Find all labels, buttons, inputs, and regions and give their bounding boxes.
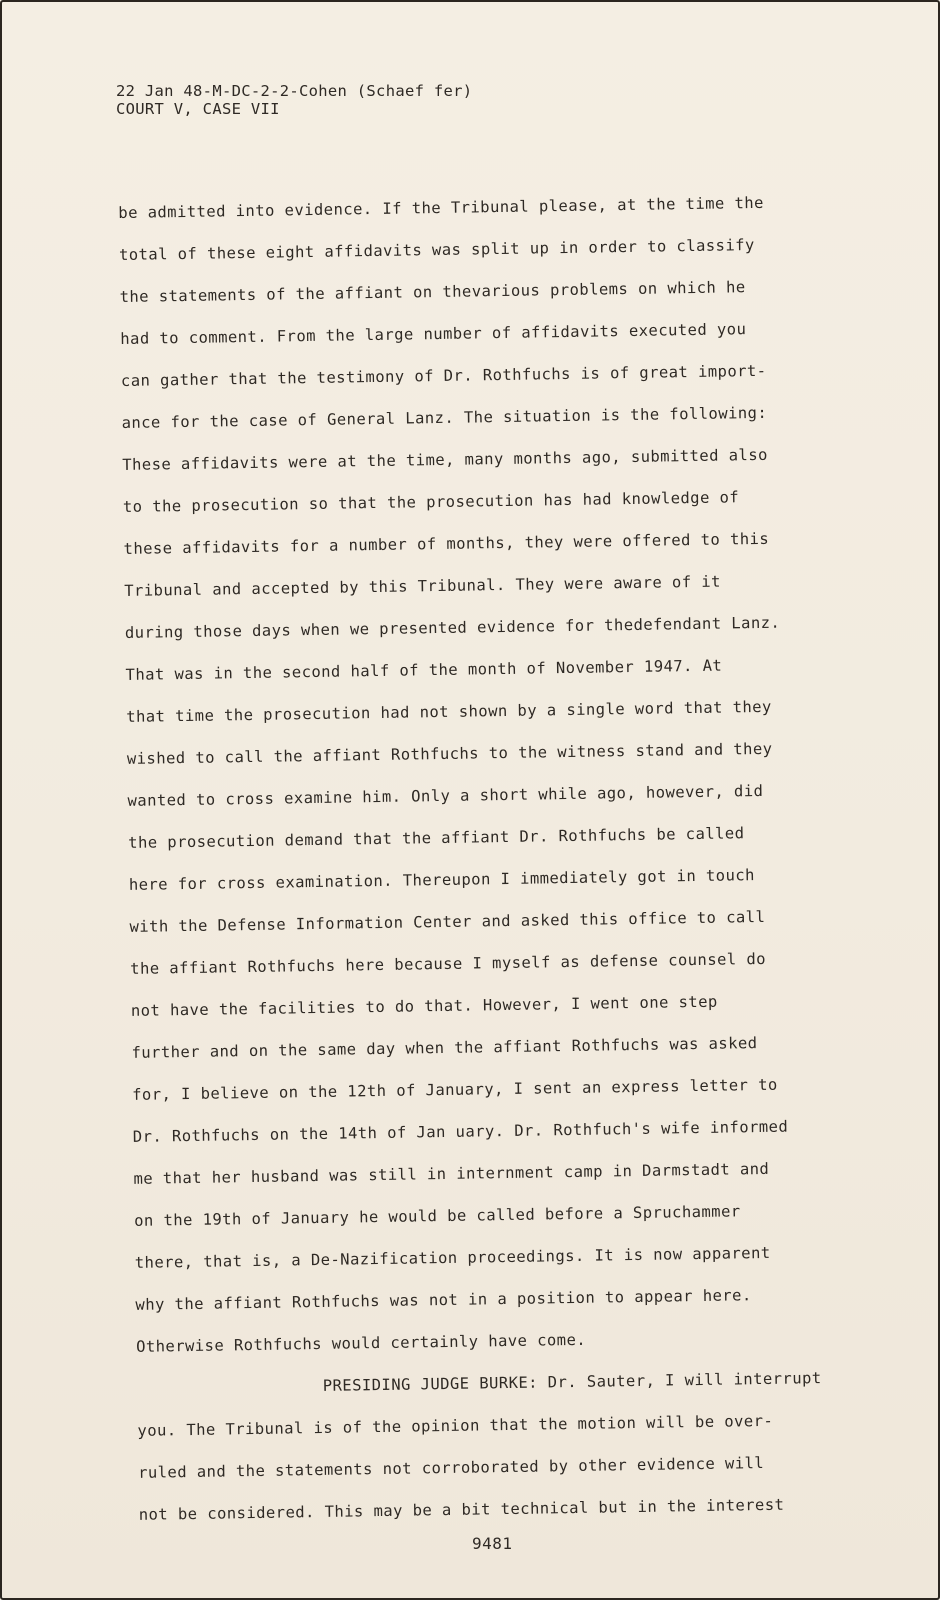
body-line: can gather that the testimony of Dr. Rothfuchs is of great import-: [120, 361, 767, 390]
body-line: That was in the second half of the month of November 1947. At: [125, 656, 723, 684]
body-line: total of these eight affidavits was split up in order to classify: [118, 236, 755, 264]
body-line: to the prosecution so that the prosecution has had knowledge of: [122, 488, 740, 516]
body-line: further and on the same day when the affiant Rothfuchs was asked: [131, 1034, 758, 1062]
body-line: Dr. Rothfuchs on the 14th of Jan uary. Dr. Rothfuch's wife informed: [132, 1117, 789, 1146]
body-line: Tribunal and accepted by this Tribunal. They were aware of it: [124, 572, 722, 600]
header-line-2: COURT V, CASE VII: [116, 100, 280, 118]
body-line: Otherwise Rothfuchs would certainly have come.: [136, 1330, 587, 1356]
body-line: the affiant Rothfuchs here because I myself as defense counsel do: [130, 949, 767, 978]
body-line: the statements of the affiant on thevarious problems on which he: [119, 278, 746, 306]
speaker-line: PRESIDING JUDGE BURKE: Dr. Sauter, I will interrupt: [322, 1369, 822, 1395]
body-line: these affidavits for a number of months, they were offered to this: [123, 529, 770, 558]
page-number: 9481: [472, 1534, 513, 1553]
document-header: [116, 82, 472, 118]
body-line: wanted to cross examine him. Only a short while ago, however, did: [127, 781, 764, 810]
body-line: ruled and the statements not corroborated by other evidence will: [137, 1454, 765, 1482]
body-line: not have the facilities to do that. However, I went one step: [130, 992, 718, 1020]
body-line: with the Defense Information Center and asked this office to call: [129, 907, 766, 936]
body-line: that time the prosecution had not shown by a single word that they: [126, 697, 772, 726]
body-line: These affidavits were at the time, many months ago, submitted also: [122, 445, 768, 474]
body-line: had to comment. From the large number of affidavits executed you: [120, 320, 747, 348]
body-line: wished to call the affiant Rothfuchs to the witness stand and they: [126, 739, 773, 768]
transcript-body: [118, 181, 869, 1536]
body-line: on the 19th of January he would be called before a Spruchammer: [134, 1202, 741, 1230]
body-line: you. The Tribunal is of the opinion that the motion will be over-: [137, 1411, 774, 1440]
body-line: here for cross examination. Thereupon I immediately got in touch: [128, 866, 755, 894]
body-line: be admitted into evidence. If the Tribunal please, at the time the: [118, 193, 765, 222]
body-line: not be considered. This may be a bit technical but in the interest: [138, 1495, 785, 1524]
body-line: me that her husband was still in internment camp in Darmstadt and: [133, 1159, 770, 1188]
body-line: the prosecution demand that the affiant Dr. Rothfuchs be called: [128, 824, 745, 852]
body-line: there, that is, a De-Nazification proceedings. It is now apparent: [134, 1243, 771, 1272]
body-line: ance for the case of General Lanz. The situation is the following:: [121, 403, 768, 432]
body-line: why the affiant Rothfuchs was not in a position to appear here.: [135, 1286, 752, 1314]
header-line-1: 22 Jan 48-M-DC-2-2-Cohen (Schaef fer): [116, 82, 473, 100]
body-line: during those days when we presented evidence for thedefendant Lanz.: [124, 613, 781, 642]
body-line: for, I believe on the 12th of January, I sent an express letter to: [132, 1075, 778, 1104]
